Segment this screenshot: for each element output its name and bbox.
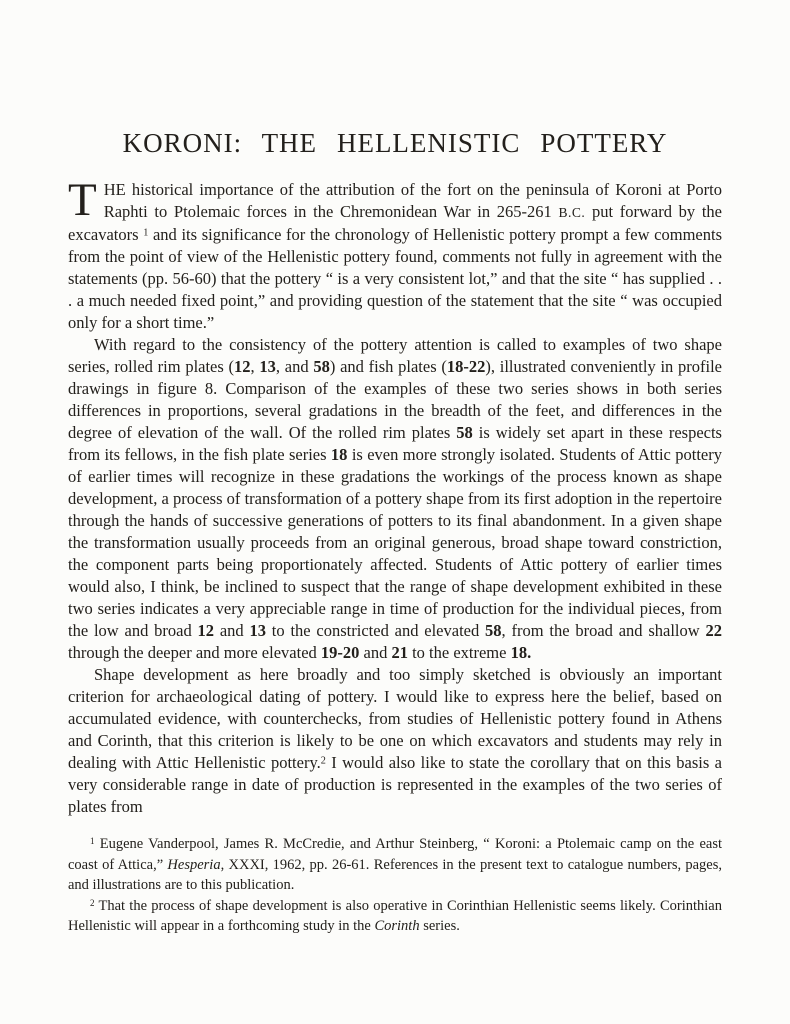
text-segment: ), illustrated conveniently in profile drawings in figure 8. Comparison of the examples of these two series shows in both series differences in proportions, several gradations in the breadth of the feet, and differences in the degree of elevation of the wall. Of the rolled rim plates — [68, 357, 722, 442]
paragraph-shape-development — [68, 664, 722, 818]
text-segment: 58 — [313, 357, 330, 376]
paragraph-shape-series — [68, 334, 722, 664]
footnote-marker: 1 — [143, 227, 149, 239]
text-segment: , from the broad and shallow — [501, 621, 706, 640]
text-segment: is widely set apart in these respects from its fellows, in the fish plate series — [68, 423, 722, 464]
text-segment: and its significance for the chronology of Hellenistic pottery prompt a few comments from the point of view of the Hellenistic pottery found, comments not fully in agreement with the statements (pp. 56-60) that the pottery “ is a very consistent lot,” and that the site “ has supplied . . . a much needed fixed point,” and providing question of the statement that the site “ was occupied only for a short time.” — [68, 225, 722, 332]
text-segment: 12 — [197, 621, 215, 640]
text-segment: Shape development as here broadly and too simply sketched is obviously an important criterion for archaeological dating of pottery. I would like to express here the belief, based on accumulated evidence, with counterchecks, from studies of Hellenistic pottery found in Athens and Corinth, that this criterion is likely to be one on which excavators and students may rely in dealing with Attic Hellenistic pottery. — [68, 665, 722, 772]
text-segment: put forward by the excavators — [68, 202, 723, 244]
text-segment: 22 — [705, 621, 722, 640]
footnote-marker: 2 — [90, 897, 95, 908]
text-segment: HE historical importance of the attribution of the fort on the peninsula of Koroni at Porto Raphti to Ptolemaic forces in the Chremonidean War in 265-261 — [103, 180, 722, 221]
text-segment: is even more strongly isolated. Students of Attic pottery of earlier times will recognize in these gradations the workings of the process known as shape development, a process of transformation of a pottery shape from its first adoption in the repertoire through the hands of successive generations of potters to its final abandonment. In a given shape the transformation usually proceeds from an original generous, broad shape toward constriction, the component parts being proportionately affected. Students of Attic pottery of earlier times would also, I think, be inclined to suspect that the range of shape development exhibited in these two series indicates a very appreciable range in time of production for the individual pieces, from the low and broad — [68, 445, 722, 640]
text-segment: Hesperia — [167, 856, 221, 873]
drop-cap-letter: T — [68, 174, 97, 226]
footnote-marker: 1 — [90, 835, 95, 846]
text-segment: , XXXI, 1962, pp. 26-61. References in the present text to catalogue numbers, pages, and illustrations are to this publication. — [68, 856, 723, 893]
text-segment: ) and fish plates ( — [329, 357, 447, 376]
text-segment: 18 — [330, 445, 348, 464]
article-body — [68, 174, 723, 818]
text-segment: to the extreme — [407, 643, 511, 662]
paragraph-opening — [68, 174, 723, 334]
text-segment: With regard to the consistency of the pottery attention is called to examples of two shape series, rolled rim plates ( — [68, 335, 722, 376]
text-segment: to the constricted and elevated — [266, 621, 486, 640]
text-segment: 19-20 — [320, 643, 360, 662]
text-segment: Corinth — [374, 918, 420, 934]
text-segment: 12 — [234, 357, 251, 376]
text-segment: 58 — [456, 423, 473, 442]
paragraph-opening-text — [68, 174, 723, 332]
text-segment: I would also like to state the corollary that on this basis a very considerable range in date of production is represented in the examples of the two series of plates from — [68, 753, 722, 816]
page-title: KORONI: THE HELLENISTIC POTTERY — [122, 128, 668, 158]
text-segment: 21 — [391, 643, 408, 662]
text-segment: through the deeper and more elevated — [68, 643, 321, 662]
text-segment: and — [359, 643, 392, 662]
text-segment: Eugene Vanderpool, James R. McCredie, and Arthur Steinberg, “ Koroni: a Ptolemaic camp on the east coast of Attica,” — [68, 836, 722, 873]
text-segment: 13 — [249, 621, 266, 640]
footnote-1 — [68, 834, 722, 896]
text-segment: , and — [275, 357, 314, 376]
footnote-marker: 2 — [320, 755, 326, 767]
text-segment: 13 — [259, 357, 276, 376]
footnote-2 — [68, 896, 722, 937]
footnotes-section — [68, 834, 722, 937]
text-segment: 18-22 — [446, 357, 486, 376]
text-segment: B.C. — [558, 205, 586, 220]
text-segment: and — [214, 621, 250, 640]
text-segment: series. — [419, 918, 460, 934]
text-segment: That the process of shape development is also operative in Corinthian Hellenistic seems likely. Corinthian Hellenistic will appear in a forthcoming study in the — [68, 897, 722, 934]
text-segment: , — [250, 357, 260, 376]
text-segment: 18. — [510, 643, 532, 662]
text-segment: 58 — [485, 621, 502, 640]
